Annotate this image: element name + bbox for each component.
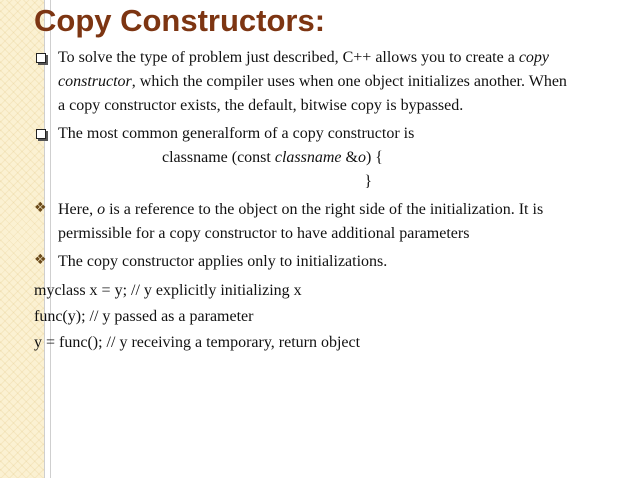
- code-line: func(y); // y passed as a parameter: [34, 308, 254, 325]
- list-item: The most common generalform of a copy constructor is classname (const classname &o) { }: [34, 122, 624, 194]
- code-line: y = func(); // y receiving a temporary, return object: [34, 334, 361, 351]
- slide-body: [34, 46, 624, 356]
- list-item: To solve the type of problem just described, C++ allows you to create a copy constructor, which the compiler uses when one object initializes another. When a copy constructor exists, the default, bitwise copy is bypassed.: [34, 46, 624, 118]
- slide-title: Copy Constructors:: [34, 3, 326, 38]
- diamond-bullet-icon: ❖: [34, 200, 47, 216]
- list-item: ❖ Here, o is a reference to the object on the right side of the initialization. It is permissible for a copy constructor to have additional parameters: [34, 200, 544, 242]
- square-bullet-icon: [36, 129, 46, 139]
- square-bullet-icon: [36, 53, 46, 63]
- code-line: myclass x = y; // y explicitly initializing x: [34, 282, 302, 299]
- list-item: ❖ The copy constructor applies only to initializations.: [34, 252, 388, 270]
- diamond-bullet-icon: ❖: [34, 252, 47, 268]
